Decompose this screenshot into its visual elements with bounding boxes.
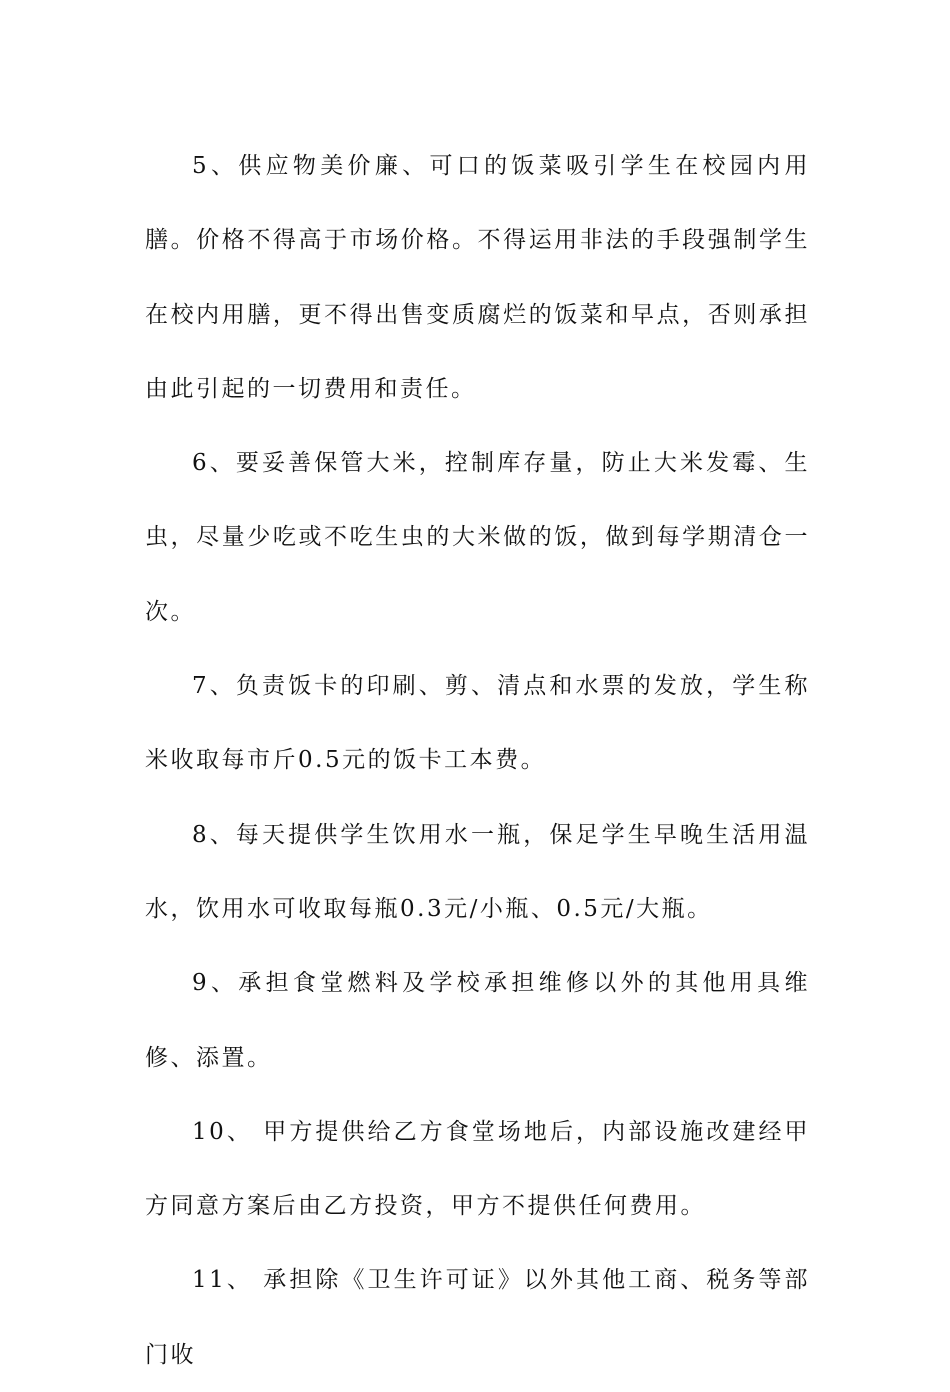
paragraph-9: 9、承担食堂燃料及学校承担维修以外的其他用具维修、添置。 — [145, 970, 810, 1071]
paragraph-8: 8、每天提供学生饮用水一瓶，保足学生早晚生活用温水，饮用水可收取每瓶0.3元/小瓶、0.5元/大瓶。 — [145, 821, 810, 922]
paragraph-7: 7、负责饭卡的印刷、剪、清点和水票的发放，学生称米收取每市斤0.5元的饭卡工本费。 — [145, 673, 810, 774]
paragraph-6: 6、要妥善保管大米，控制库存量，防止大米发霉、生虫，尽量少吃或不吃生虫的大米做的饭，做到每学期清仓一次。 — [145, 450, 810, 625]
paragraph-11: 11、 承担除《卫生许可证》以外其他工商、税务等部门收 — [145, 1267, 810, 1368]
paragraph-5: 5、供应物美价廉、可口的饭菜吸引学生在校园内用膳。价格不得高于市场价格。不得运用非法的手段强制学生在校内用膳，更不得出售变质腐烂的饭菜和早点，否则承担由此引起的一切费用和责任。 — [145, 153, 810, 402]
paragraph-10: 10、 甲方提供给乙方食堂场地后，内部设施改建经甲方同意方案后由乙方投资，甲方不提供任何费用。 — [145, 1118, 810, 1220]
document-body — [145, 129, 810, 1392]
